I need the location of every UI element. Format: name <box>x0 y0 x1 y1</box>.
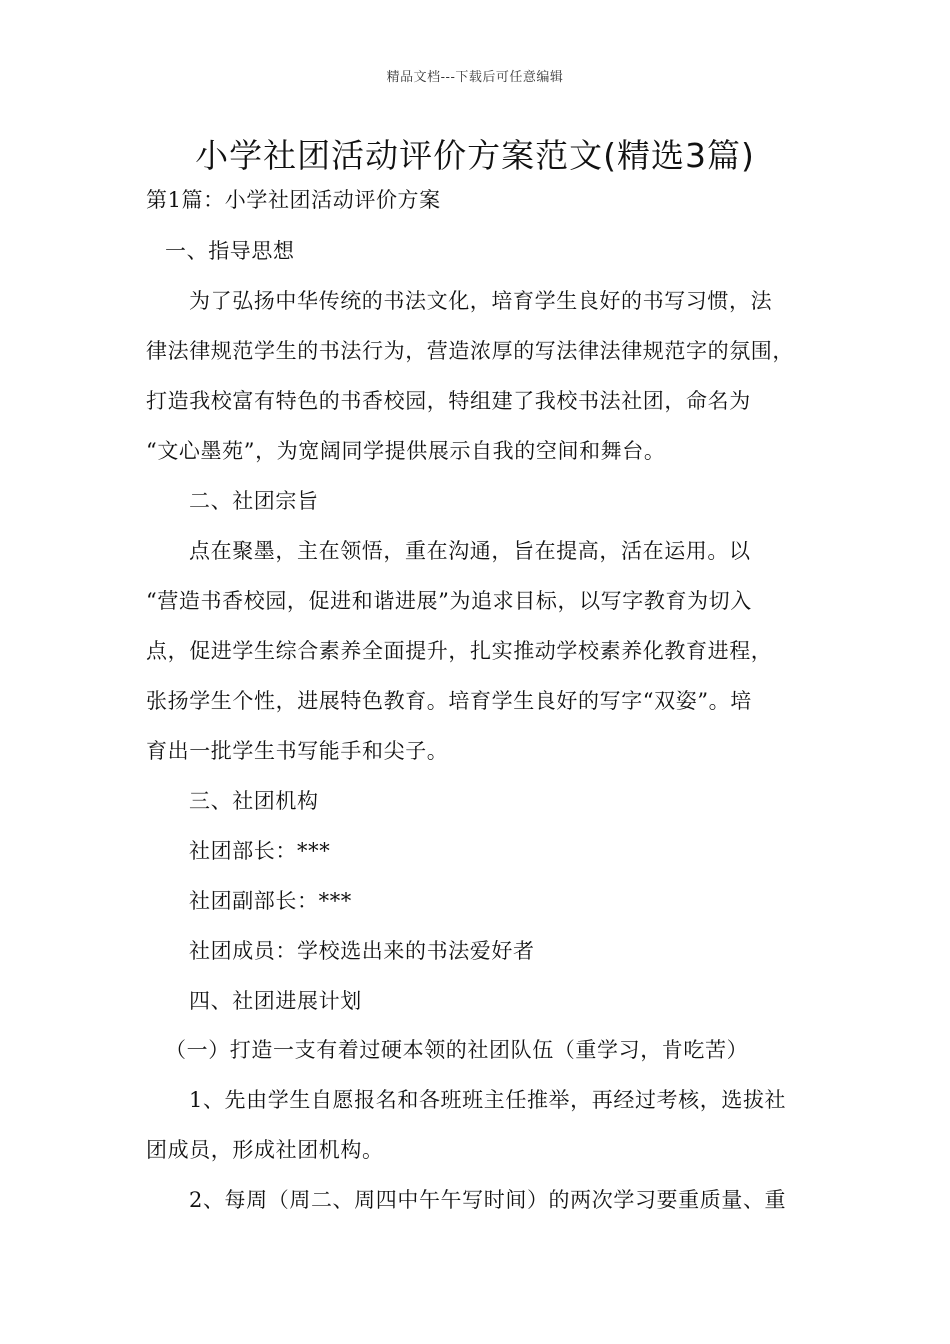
subheading-team: （一）打造一支有着过硬本领的社团队伍（重学习，肯吃苦） <box>165 1038 749 1062</box>
paragraph-line: 育出一批学生书写能手和尖子。 <box>146 739 449 763</box>
paragraph-line: 张扬学生个性，进展特色教育。培育学生良好的写字“双姿”。培 <box>146 689 752 713</box>
heading-club-structure: 三、社团机构 <box>189 789 319 813</box>
club-members-line: 社团成员：学校选出来的书法爱好者 <box>189 939 535 963</box>
paragraph-line: 点，促进学生综合素养全面提升，扎实推动学校素养化教育进程， <box>146 639 773 663</box>
club-head-line: 社团部长：*** <box>189 839 331 863</box>
paragraph-line: “营造书香校园，促进和谐进展”为追求目标，以写字教育为切入 <box>146 589 752 613</box>
paragraph-line: 为了弘扬中华传统的书法文化，培育学生良好的书写习惯，法 <box>189 289 773 313</box>
paragraph-line: “文心墨苑”，为宽阔同学提供展示自我的空间和舞台。 <box>146 439 666 463</box>
heading-guiding-thought: 一、指导思想 <box>165 239 295 263</box>
club-deputy-line: 社团副部长：*** <box>189 889 352 913</box>
paragraph-line: 2、每周（周二、周四中午午写时间）的两次学习要重质量、重 <box>189 1188 787 1212</box>
paragraph-line: 律法律规范学生的书法行为，营造浓厚的写法律法律规范字的氛围， <box>146 339 794 363</box>
paragraph-line: 1、先由学生自愿报名和各班班主任推举，再经过考核，选拔社 <box>189 1088 787 1112</box>
document-title: 小学社团活动评价方案范文(精选3篇) <box>195 136 755 175</box>
paragraph-line: 团成员，形成社团机构。 <box>146 1138 384 1162</box>
section-subtitle: 第1篇：小学社团活动评价方案 <box>146 188 441 212</box>
header-note: 精品文档---下载后可任意编辑 <box>386 70 564 85</box>
paragraph-line: 点在聚墨，主在领悟，重在沟通，旨在提高，活在运用。以 <box>189 539 751 563</box>
heading-club-purpose: 二、社团宗旨 <box>189 489 319 513</box>
paragraph-line: 打造我校富有特色的书香校园，特组建了我校书法社团，命名为 <box>146 389 751 413</box>
heading-development-plan: 四、社团进展计划 <box>189 989 362 1013</box>
